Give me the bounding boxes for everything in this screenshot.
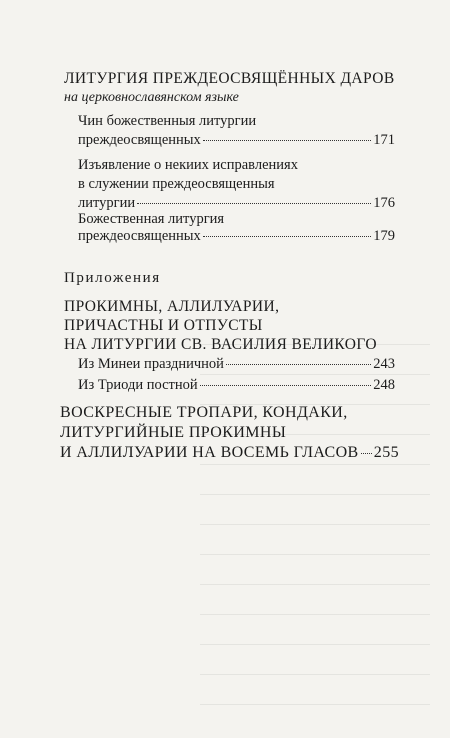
page-number: 176 <box>373 195 395 211</box>
section-title-appendix: Приложения <box>64 270 161 286</box>
toc-entry-label: преждеосвященных <box>78 132 201 148</box>
toc-entry-line: Божественная литургия <box>78 211 225 227</box>
toc-entry-line: в служении преждеосвященныя <box>78 176 275 192</box>
dot-leader <box>200 385 372 386</box>
toc-entry-label: преждеосвященных <box>78 228 201 244</box>
toc-entry-label: Из Триоди постной <box>78 377 198 393</box>
toc-entry[interactable] <box>78 356 395 373</box>
group-title-line: ПРИЧАСТНЫ И ОТПУСТЫ <box>64 317 263 334</box>
section-subtitle: на церковнославянском языке <box>64 90 239 105</box>
toc-entry[interactable] <box>78 132 395 149</box>
dot-leader <box>226 364 371 365</box>
page-number: 248 <box>373 377 395 393</box>
dot-leader <box>361 453 372 454</box>
section-title-liturgy: ЛИТУРГИЯ ПРЕЖДЕОСВЯЩЁННЫХ ДАРОВ <box>64 70 395 87</box>
page-number: 255 <box>373 444 399 461</box>
toc-entry-label: литургии <box>78 195 136 211</box>
dot-leader <box>137 203 371 204</box>
group-title-line: ЛИТУРГИЙНЫЕ ПРОКИМНЫ <box>60 424 287 441</box>
toc-entry[interactable] <box>78 377 395 394</box>
page-number: 179 <box>373 228 395 244</box>
group-title-line: НА ЛИТУРГИИ СВ. ВАСИЛИЯ ВЕЛИКОГО <box>64 336 377 353</box>
toc-entry[interactable] <box>78 228 395 245</box>
toc-entry-label: И АЛЛИЛУАРИИ НА ВОСЕМЬ ГЛАСОВ <box>60 444 359 461</box>
toc-entry[interactable] <box>60 444 399 462</box>
toc-entry-line: Чин божественныя литургии <box>78 113 257 129</box>
dot-leader <box>203 236 371 237</box>
group-title-line: ВОСКРЕСНЫЕ ТРОПАРИ, КОНДАКИ, <box>60 404 348 421</box>
dot-leader <box>203 140 371 141</box>
toc-entry-line: Изъявление о некиих исправлениях <box>78 157 298 173</box>
page-number: 243 <box>373 356 395 372</box>
group-title-line: ПРОКИМНЫ, АЛЛИЛУАРИИ, <box>64 298 280 315</box>
toc-entry[interactable] <box>78 195 395 212</box>
toc-entry-label: Из Минеи праздничной <box>78 356 224 372</box>
page-number: 171 <box>373 132 395 148</box>
